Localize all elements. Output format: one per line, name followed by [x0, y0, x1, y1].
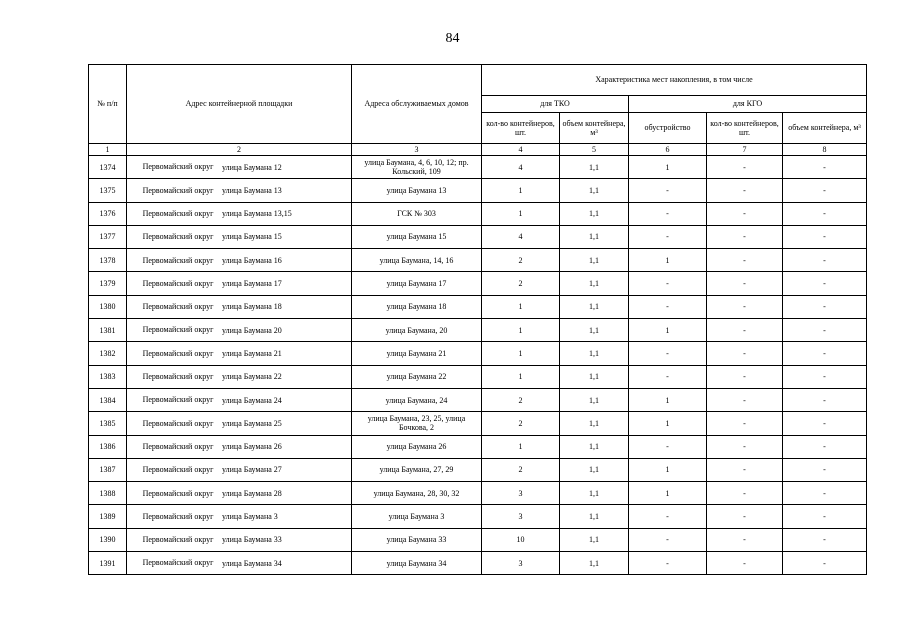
table-row [89, 179, 867, 202]
kgo-container-count: - [707, 179, 783, 202]
kgo-container-volume: - [783, 202, 867, 225]
row-number: 1385 [89, 412, 127, 435]
table-row [89, 458, 867, 481]
district-name: Первомайский округ [142, 325, 214, 335]
street-address: улица Баумана 25 [222, 418, 282, 428]
kgo-container-volume: - [783, 342, 867, 365]
kgo-container-volume: - [783, 295, 867, 318]
site-address [127, 319, 352, 342]
column-number: 8 [783, 144, 867, 156]
street-address: улица Баумана 21 [222, 348, 282, 358]
row-number: 1380 [89, 295, 127, 318]
kgo-container-volume: - [783, 156, 867, 179]
site-address [127, 249, 352, 272]
kgo-facility: - [629, 202, 707, 225]
row-number: 1389 [89, 505, 127, 528]
kgo-facility: 1 [629, 412, 707, 435]
tko-container-count: 1 [482, 179, 560, 202]
street-address: улица Баумана 28 [222, 488, 282, 498]
header-tko-count: кол-во контейнеров, шт. [482, 113, 560, 144]
served-houses: улица Баумана, 27, 29 [352, 458, 482, 481]
served-houses: улица Баумана, 14, 16 [352, 249, 482, 272]
tko-container-volume: 1,1 [560, 202, 629, 225]
kgo-container-count: - [707, 482, 783, 505]
kgo-container-count: - [707, 365, 783, 388]
district-name: Первомайский округ [142, 348, 214, 358]
kgo-container-count: - [707, 225, 783, 248]
row-number: 1378 [89, 249, 127, 272]
kgo-container-volume: - [783, 505, 867, 528]
table-row [89, 249, 867, 272]
tko-container-count: 1 [482, 365, 560, 388]
tko-container-volume: 1,1 [560, 156, 629, 179]
tko-container-volume: 1,1 [560, 272, 629, 295]
site-address [127, 156, 352, 179]
street-address: улица Баумана 3 [222, 512, 278, 521]
kgo-container-volume: - [783, 552, 867, 575]
kgo-facility: - [629, 528, 707, 551]
site-address [127, 412, 352, 435]
table-row [89, 156, 867, 179]
site-address [127, 365, 352, 388]
tko-container-volume: 1,1 [560, 179, 629, 202]
row-number: 1377 [89, 225, 127, 248]
district-name: Первомайский округ [142, 208, 214, 218]
served-houses: улица Баумана 21 [352, 342, 482, 365]
header-row-1 [89, 65, 867, 96]
tko-container-count: 10 [482, 528, 560, 551]
tko-container-count: 1 [482, 435, 560, 458]
street-address: улица Баумана 33 [222, 535, 282, 545]
served-houses: улица Баумана 13 [352, 179, 482, 202]
column-number: 3 [352, 144, 482, 156]
kgo-container-count: - [707, 412, 783, 435]
district-name: Первомайский округ [142, 185, 214, 195]
site-address [127, 179, 352, 202]
tko-container-volume: 1,1 [560, 505, 629, 528]
district-name: Первомайский округ [142, 418, 214, 428]
street-address: улица Баумана 34 [222, 558, 282, 568]
column-number: 5 [560, 144, 629, 156]
column-number: 2 [127, 144, 352, 156]
table-row [89, 482, 867, 505]
kgo-container-count: - [707, 342, 783, 365]
kgo-facility: - [629, 552, 707, 575]
street-address: улица Баумана 26 [222, 442, 282, 452]
district-name: Первомайский округ [142, 558, 214, 568]
kgo-facility: 1 [629, 319, 707, 342]
header-served: Адреса обслуживаемых домов [352, 65, 482, 144]
table-row [89, 365, 867, 388]
tko-container-count: 1 [482, 319, 560, 342]
kgo-container-volume: - [783, 458, 867, 481]
served-houses: ГСК № 303 [352, 202, 482, 225]
site-address [127, 342, 352, 365]
district-name: Первомайский округ [142, 488, 214, 498]
tko-container-count: 2 [482, 272, 560, 295]
header-tko: для ТКО [482, 96, 629, 113]
kgo-container-volume: - [783, 435, 867, 458]
tko-container-count: 3 [482, 505, 560, 528]
container-sites-table [88, 64, 867, 575]
kgo-container-volume: - [783, 528, 867, 551]
table-row [89, 295, 867, 318]
kgo-facility: - [629, 435, 707, 458]
kgo-container-volume: - [783, 272, 867, 295]
row-number: 1384 [89, 388, 127, 411]
kgo-container-count: - [707, 319, 783, 342]
served-houses: улица Баумана 3 [352, 505, 482, 528]
tko-container-count: 1 [482, 295, 560, 318]
site-address [127, 272, 352, 295]
district-name: Первомайский округ [142, 302, 214, 312]
header-kgo: для КГО [629, 96, 867, 113]
header-kgo-volume: объем контейнера, м³ [783, 113, 867, 144]
header-kgo-count: кол-во контейнеров, шт. [707, 113, 783, 144]
street-address: улица Баумана 13,15 [222, 209, 292, 219]
kgo-facility: 1 [629, 482, 707, 505]
served-houses: улица Баумана, 28, 30, 32 [352, 482, 482, 505]
row-number: 1374 [89, 156, 127, 179]
page-number: 84 [445, 31, 460, 46]
served-houses: улица Баумана 18 [352, 295, 482, 318]
column-number: 6 [629, 144, 707, 156]
kgo-container-count: - [707, 552, 783, 575]
kgo-container-volume: - [783, 482, 867, 505]
tko-container-volume: 1,1 [560, 249, 629, 272]
served-houses: улица Баумана 26 [352, 435, 482, 458]
table-row [89, 528, 867, 551]
row-number: 1391 [89, 552, 127, 575]
table-row [89, 202, 867, 225]
row-number: 1379 [89, 272, 127, 295]
header-num: № п/п [89, 65, 127, 144]
district-name: Первомайский округ [142, 441, 214, 451]
table-row [89, 552, 867, 575]
column-number: 7 [707, 144, 783, 156]
row-number: 1388 [89, 482, 127, 505]
served-houses: улица Баумана 22 [352, 365, 482, 388]
site-address [127, 202, 352, 225]
tko-container-count: 2 [482, 458, 560, 481]
served-houses: улица Баумана 33 [352, 528, 482, 551]
district-name: Первомайский округ [142, 535, 214, 545]
district-name: Первомайский округ [142, 278, 214, 288]
kgo-container-volume: - [783, 412, 867, 435]
kgo-facility: 1 [629, 458, 707, 481]
kgo-container-count: - [707, 505, 783, 528]
tko-container-volume: 1,1 [560, 295, 629, 318]
district-name: Первомайский округ [142, 511, 214, 521]
street-address: улица Баумана 20 [222, 325, 282, 335]
district-name: Первомайский округ [142, 465, 214, 475]
kgo-facility: - [629, 225, 707, 248]
tko-container-count: 3 [482, 552, 560, 575]
kgo-facility: 1 [629, 388, 707, 411]
table-row [89, 225, 867, 248]
served-houses: улица Баумана, 24 [352, 388, 482, 411]
district-name: Первомайский округ [142, 395, 214, 405]
tko-container-volume: 1,1 [560, 412, 629, 435]
tko-container-volume: 1,1 [560, 388, 629, 411]
column-number: 1 [89, 144, 127, 156]
kgo-container-volume: - [783, 249, 867, 272]
row-number: 1387 [89, 458, 127, 481]
column-number-row [89, 144, 867, 156]
kgo-container-volume: - [783, 319, 867, 342]
served-houses: улица Баумана, 4, 6, 10, 12; пр. Кольский, 109 [352, 156, 482, 179]
served-houses: улица Баумана, 23, 25, улица Бочкова, 2 [352, 412, 482, 435]
served-houses: улица Баумана 17 [352, 272, 482, 295]
column-number: 4 [482, 144, 560, 156]
kgo-facility: - [629, 179, 707, 202]
kgo-container-volume: - [783, 365, 867, 388]
site-address [127, 505, 352, 528]
site-address [127, 458, 352, 481]
site-address [127, 435, 352, 458]
street-address: улица Баумана 27 [222, 465, 282, 475]
tko-container-count: 3 [482, 482, 560, 505]
street-address: улица Баумана 13 [222, 185, 282, 195]
tko-container-count: 4 [482, 156, 560, 179]
tko-container-volume: 1,1 [560, 528, 629, 551]
kgo-container-count: - [707, 435, 783, 458]
tko-container-volume: 1,1 [560, 365, 629, 388]
kgo-facility: - [629, 342, 707, 365]
kgo-container-count: - [707, 272, 783, 295]
street-address: улица Баумана 24 [222, 395, 282, 405]
tko-container-volume: 1,1 [560, 342, 629, 365]
table-row [89, 435, 867, 458]
tko-container-count: 2 [482, 249, 560, 272]
street-address: улица Баумана 18 [222, 302, 282, 312]
kgo-container-volume: - [783, 179, 867, 202]
kgo-container-count: - [707, 388, 783, 411]
table-row [89, 505, 867, 528]
site-address [127, 225, 352, 248]
site-address [127, 295, 352, 318]
tko-container-count: 1 [482, 342, 560, 365]
kgo-facility: - [629, 272, 707, 295]
kgo-container-count: - [707, 156, 783, 179]
row-number: 1386 [89, 435, 127, 458]
kgo-facility: 1 [629, 156, 707, 179]
table-row [89, 319, 867, 342]
tko-container-count: 4 [482, 225, 560, 248]
table-row [89, 342, 867, 365]
header-kgo-facility: обустройство [629, 113, 707, 144]
kgo-container-volume: - [783, 225, 867, 248]
district-name: Первомайский округ [142, 372, 214, 382]
tko-container-count: 1 [482, 202, 560, 225]
served-houses: улица Баумана, 20 [352, 319, 482, 342]
kgo-container-count: - [707, 249, 783, 272]
street-address: улица Баумана 22 [222, 372, 282, 382]
tko-container-volume: 1,1 [560, 319, 629, 342]
kgo-container-volume: - [783, 388, 867, 411]
tko-container-volume: 1,1 [560, 225, 629, 248]
district-name: Первомайский округ [142, 162, 214, 172]
kgo-facility: - [629, 505, 707, 528]
header-tko-volume: объем контейнера, м³ [560, 113, 629, 144]
row-number: 1381 [89, 319, 127, 342]
header-address: Адрес контейнерной площадки [127, 65, 352, 144]
row-number: 1376 [89, 202, 127, 225]
tko-container-count: 2 [482, 388, 560, 411]
kgo-container-count: - [707, 295, 783, 318]
street-address: улица Баумана 16 [222, 255, 282, 265]
tko-container-volume: 1,1 [560, 482, 629, 505]
site-address [127, 482, 352, 505]
table-row [89, 272, 867, 295]
street-address: улица Баумана 12 [222, 162, 282, 172]
district-name: Первомайский округ [142, 255, 214, 265]
site-address [127, 552, 352, 575]
header-characteristics: Характеристика мест накопления, в том числе [482, 65, 867, 96]
tko-container-volume: 1,1 [560, 435, 629, 458]
street-address: улица Баумана 17 [222, 279, 282, 289]
tko-container-count: 2 [482, 412, 560, 435]
district-name: Первомайский округ [142, 232, 214, 242]
tko-container-volume: 1,1 [560, 458, 629, 481]
kgo-facility: - [629, 295, 707, 318]
table-row [89, 412, 867, 435]
kgo-container-count: - [707, 202, 783, 225]
kgo-facility: - [629, 365, 707, 388]
kgo-container-count: - [707, 528, 783, 551]
table-row [89, 388, 867, 411]
kgo-facility: 1 [629, 249, 707, 272]
street-address: улица Баумана 15 [222, 232, 282, 242]
row-number: 1383 [89, 365, 127, 388]
served-houses: улица Баумана 15 [352, 225, 482, 248]
served-houses: улица Баумана 34 [352, 552, 482, 575]
site-address [127, 388, 352, 411]
row-number: 1390 [89, 528, 127, 551]
site-address [127, 528, 352, 551]
row-number: 1382 [89, 342, 127, 365]
tko-container-volume: 1,1 [560, 552, 629, 575]
kgo-container-count: - [707, 458, 783, 481]
row-number: 1375 [89, 179, 127, 202]
